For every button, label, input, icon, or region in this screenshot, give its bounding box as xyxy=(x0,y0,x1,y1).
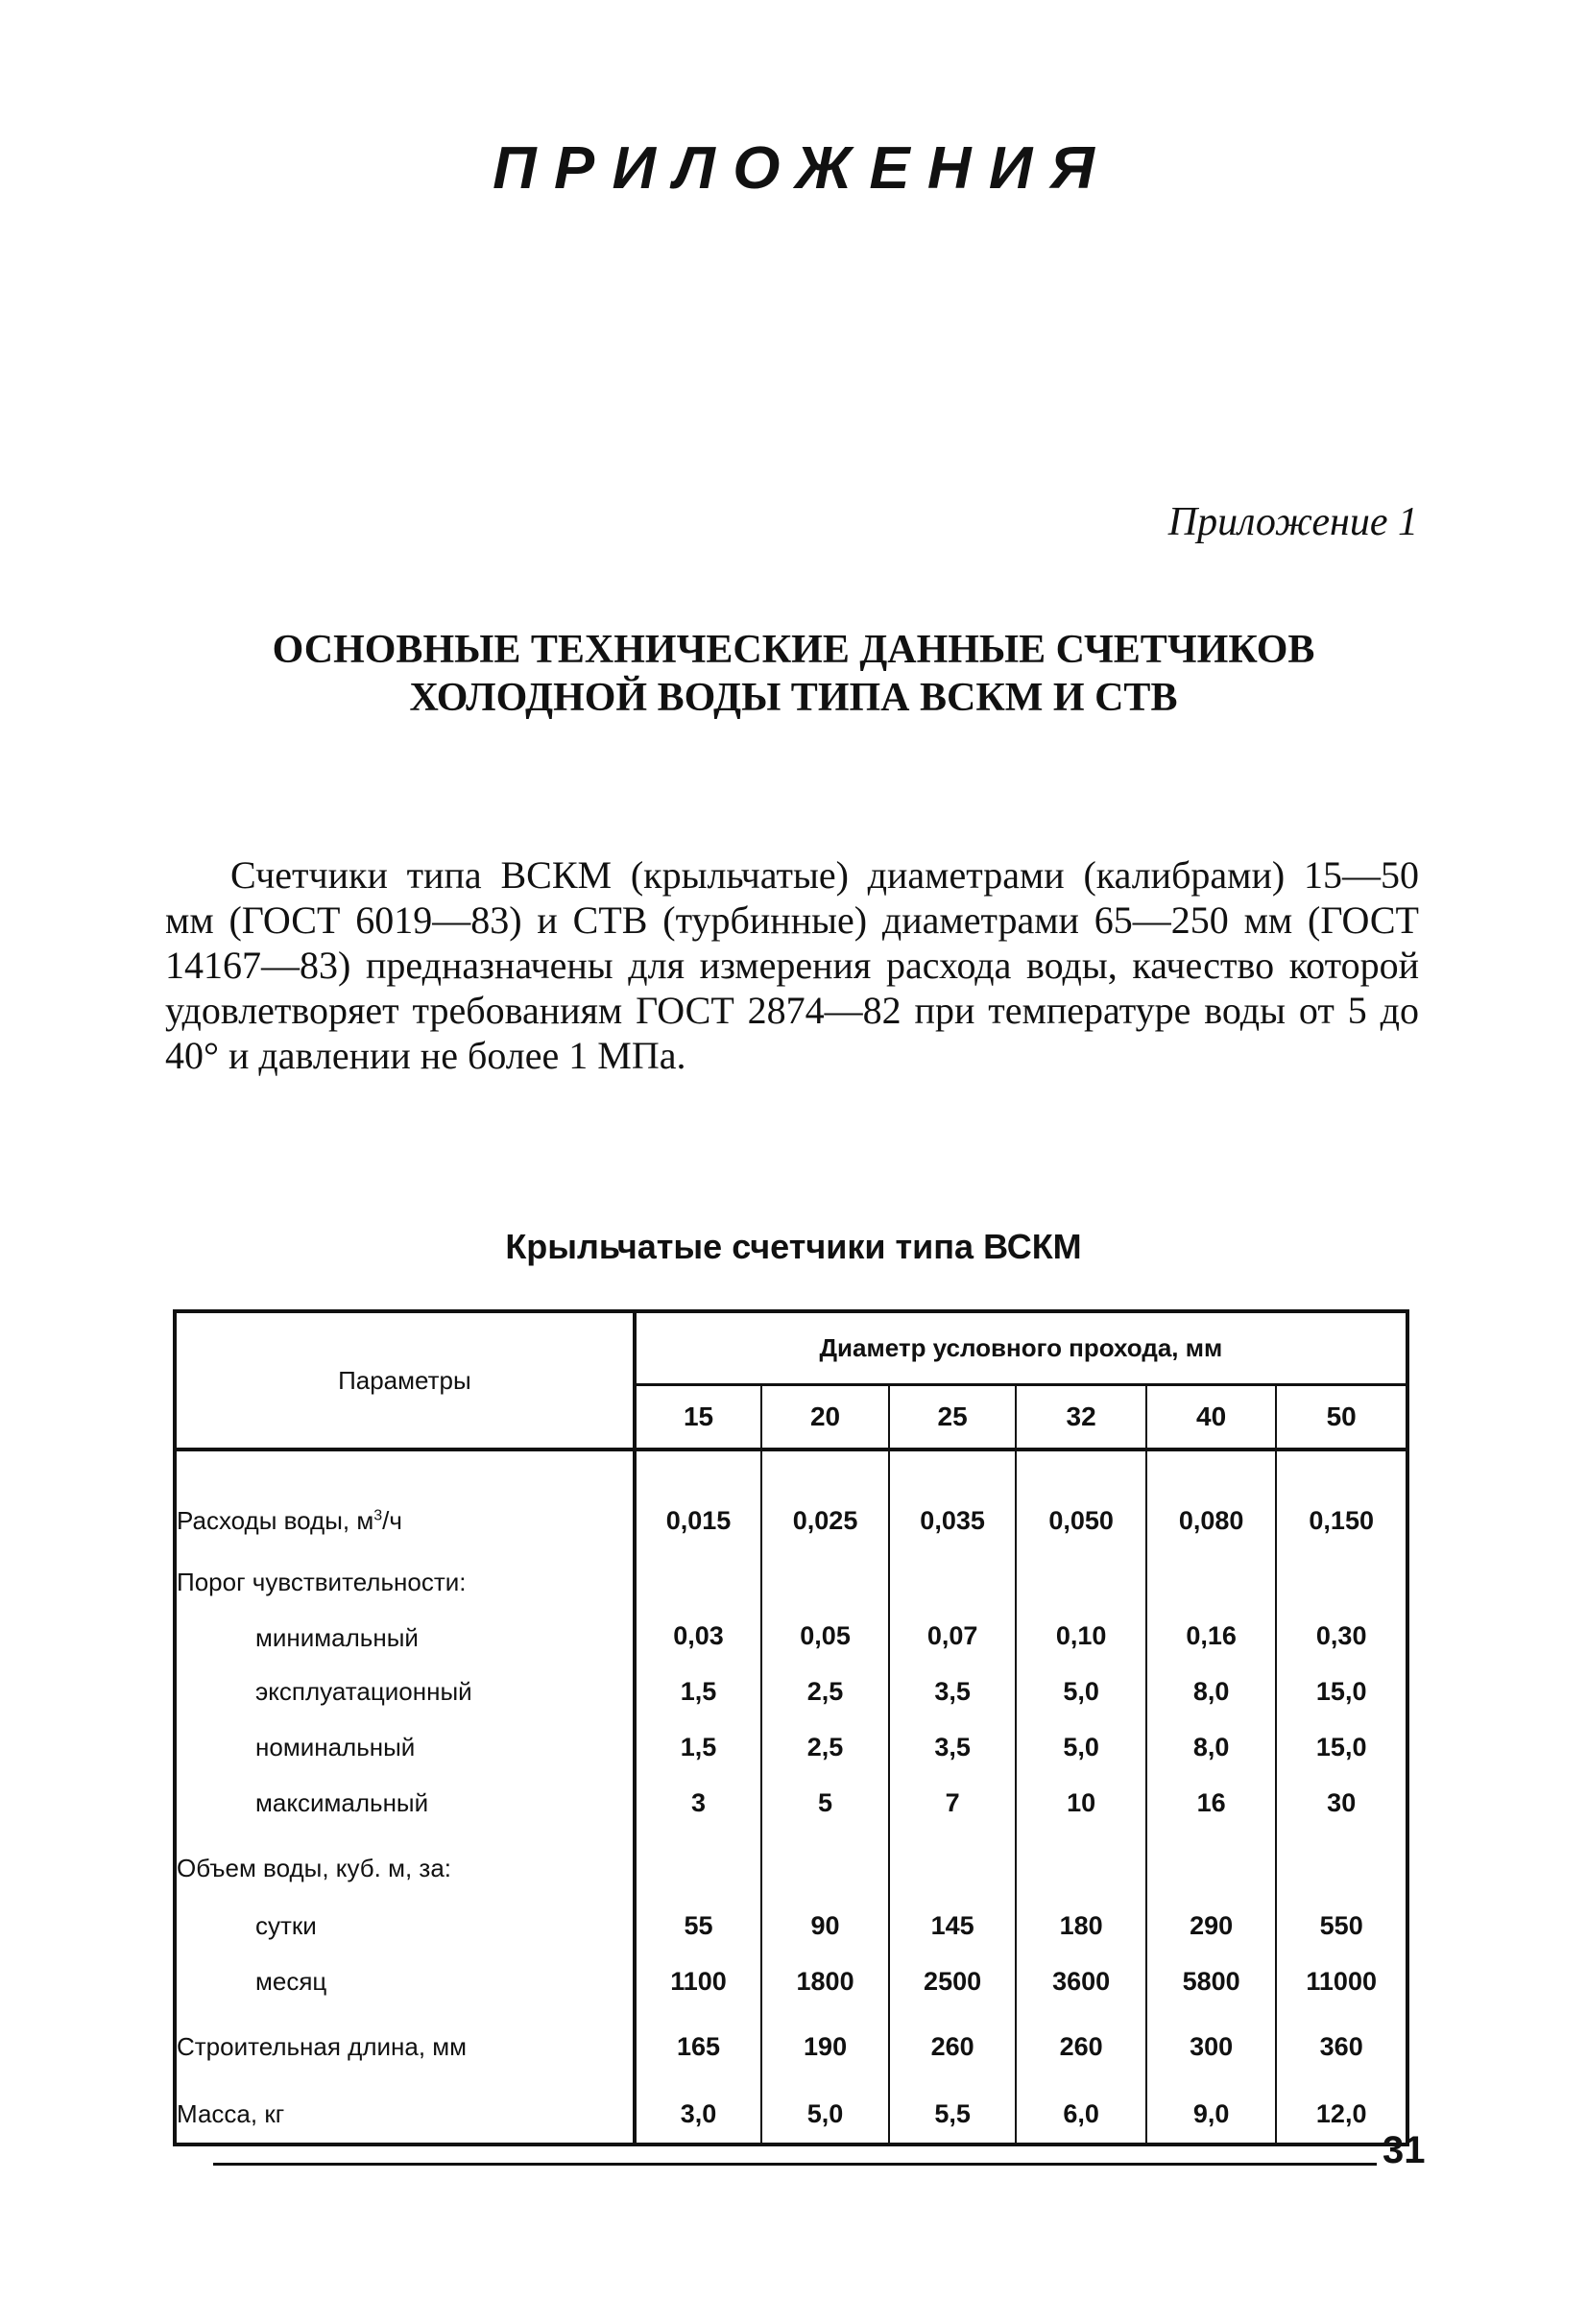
table-cell: 3,5 xyxy=(889,1657,1017,1713)
table-cell: 550 xyxy=(1276,1891,1407,1947)
table-cell: 11000 xyxy=(1276,1947,1407,2002)
row-label: номинальный xyxy=(175,1713,635,1768)
table-cell: 2,5 xyxy=(761,1657,889,1713)
table-cell: 3,5 xyxy=(889,1713,1017,1768)
table-cell: 55 xyxy=(684,1911,713,1940)
table-cell: 16 xyxy=(1146,1768,1277,1824)
table-cell: 260 xyxy=(1016,2002,1146,2070)
table-row xyxy=(175,1768,1407,1824)
table-row xyxy=(175,1947,1407,2002)
section-title: ПРИЛОЖЕНИЯ xyxy=(493,135,1113,202)
table-cell: 6,0 xyxy=(1016,2070,1146,2144)
table-cell: 8,0 xyxy=(1146,1713,1277,1768)
table-cell: 7 xyxy=(889,1768,1017,1824)
table-cell: 0,015 xyxy=(665,1506,732,1535)
table-cell: 30 xyxy=(1276,1768,1407,1824)
header-diameter: Диаметр условного прохода, мм xyxy=(635,1311,1407,1384)
table-row xyxy=(175,1450,1407,1545)
table-row xyxy=(175,2070,1407,2144)
footer-rule xyxy=(213,2163,1377,2166)
table-row xyxy=(175,2002,1407,2070)
header-size: 40 xyxy=(1146,1384,1277,1450)
heading-line-2: ХОЛОДНОЙ ВОДЫ ТИПА ВСКМ И СТВ xyxy=(409,676,1178,720)
table-cell: 0,16 xyxy=(1146,1601,1277,1657)
table-cell: 2500 xyxy=(889,1947,1017,2002)
table-cell: 1,5 xyxy=(680,1733,717,1761)
table-cell: 15,0 xyxy=(1276,1713,1407,1768)
specs-table xyxy=(173,1309,1409,2146)
table-cell: 9,0 xyxy=(1146,2070,1277,2144)
header-size: 20 xyxy=(761,1384,889,1450)
table-cell: 0,03 xyxy=(673,1621,724,1650)
table-cell: 12,0 xyxy=(1276,2070,1407,2144)
header-size: 15 xyxy=(635,1384,762,1450)
table-cell: 360 xyxy=(1276,2002,1407,2070)
appendix-label: Приложение 1 xyxy=(1167,500,1418,544)
flow-unit-sup: 3 xyxy=(373,1507,383,1524)
table-cell: 8,0 xyxy=(1146,1657,1277,1713)
intro-paragraph: Счетчики типа ВСКМ (крыльчатые) диаметрами (калибрами) 15—50 мм (ГОСТ 6019—83) и СТВ (турбинные) диаметрами 65—250 мм (ГОСТ 14167—83) предназначены для измерения расхода воды, качество которой удовлетворяет требованиям ГОСТ 2874—82 при температуре воды от 5 до 40° и давлении не более 1 МПа. xyxy=(165,853,1419,1077)
table-cell: 180 xyxy=(1016,1891,1146,1947)
table-row xyxy=(175,1545,1407,1601)
row-label: Масса, кг xyxy=(175,2070,635,2144)
table-cell: 0,150 xyxy=(1276,1450,1407,1545)
table-cell: 300 xyxy=(1146,2002,1277,2070)
table-cell: 190 xyxy=(761,2002,889,2070)
table-cell: 0,10 xyxy=(1016,1601,1146,1657)
flow-label: Расходы воды, м xyxy=(177,1506,374,1535)
header-size: 25 xyxy=(889,1384,1017,1450)
table-cell: 0,07 xyxy=(889,1601,1017,1657)
table-row xyxy=(175,1891,1407,1947)
table-cell: 90 xyxy=(761,1891,889,1947)
row-label-volume-group: Объем воды, куб. м, за: xyxy=(175,1824,635,1891)
table-title: Крыльчатые счетчики типа ВСКМ xyxy=(505,1227,1082,1266)
table-cell: 5 xyxy=(761,1768,889,1824)
row-label: минимальный xyxy=(175,1601,635,1657)
page-number: 31 xyxy=(1383,2129,1426,2171)
document-heading xyxy=(0,626,1587,722)
table-cell: 15,0 xyxy=(1276,1657,1407,1713)
table-cell: 3 xyxy=(691,1788,707,1817)
row-label-threshold-group: Порог чувствительности: xyxy=(175,1545,635,1601)
table-cell: 0,025 xyxy=(761,1450,889,1545)
table-cell: 1,5 xyxy=(680,1677,717,1706)
table-cell: 0,30 xyxy=(1276,1601,1407,1657)
table-cell: 3600 xyxy=(1016,1947,1146,2002)
row-label: месяц xyxy=(175,1947,635,2002)
table-cell: 145 xyxy=(889,1891,1017,1947)
row-label: сутки xyxy=(175,1891,635,1947)
table-cell: 10 xyxy=(1016,1768,1146,1824)
table-cell: 260 xyxy=(889,2002,1017,2070)
table-cell: 5,0 xyxy=(1016,1713,1146,1768)
row-label-flow xyxy=(175,1450,635,1545)
table-cell: 5,0 xyxy=(1016,1657,1146,1713)
table-cell: 5800 xyxy=(1146,1947,1277,2002)
table-cell: 1800 xyxy=(761,1947,889,2002)
table-cell: 0,035 xyxy=(889,1450,1017,1545)
row-label: эксплуатационный xyxy=(175,1657,635,1713)
table-row xyxy=(175,1713,1407,1768)
table-cell: 290 xyxy=(1146,1891,1277,1947)
table-cell: 1100 xyxy=(670,1967,727,1996)
table-cell: 5,0 xyxy=(761,2070,889,2144)
table-cell: 0,080 xyxy=(1146,1450,1277,1545)
header-params: Параметры xyxy=(175,1311,635,1450)
table-row xyxy=(175,1824,1407,1891)
heading-line-1: ОСНОВНЫЕ ТЕХНИЧЕСКИЕ ДАННЫЕ СЧЕТЧИКОВ xyxy=(272,628,1315,672)
table-cell: 0,050 xyxy=(1016,1450,1146,1545)
row-label: Строительная длина, мм xyxy=(175,2002,635,2070)
table-row xyxy=(175,1601,1407,1657)
table-cell: 0,05 xyxy=(761,1601,889,1657)
flow-unit: /ч xyxy=(382,1506,402,1535)
row-label: максимальный xyxy=(175,1768,635,1824)
header-size: 50 xyxy=(1276,1384,1407,1450)
table-cell: 3,0 xyxy=(680,2099,717,2128)
table-cell: 165 xyxy=(677,2032,721,2061)
header-size: 32 xyxy=(1016,1384,1146,1450)
table-cell: 5,5 xyxy=(889,2070,1017,2144)
table-row xyxy=(175,1657,1407,1713)
table-cell: 2,5 xyxy=(761,1713,889,1768)
